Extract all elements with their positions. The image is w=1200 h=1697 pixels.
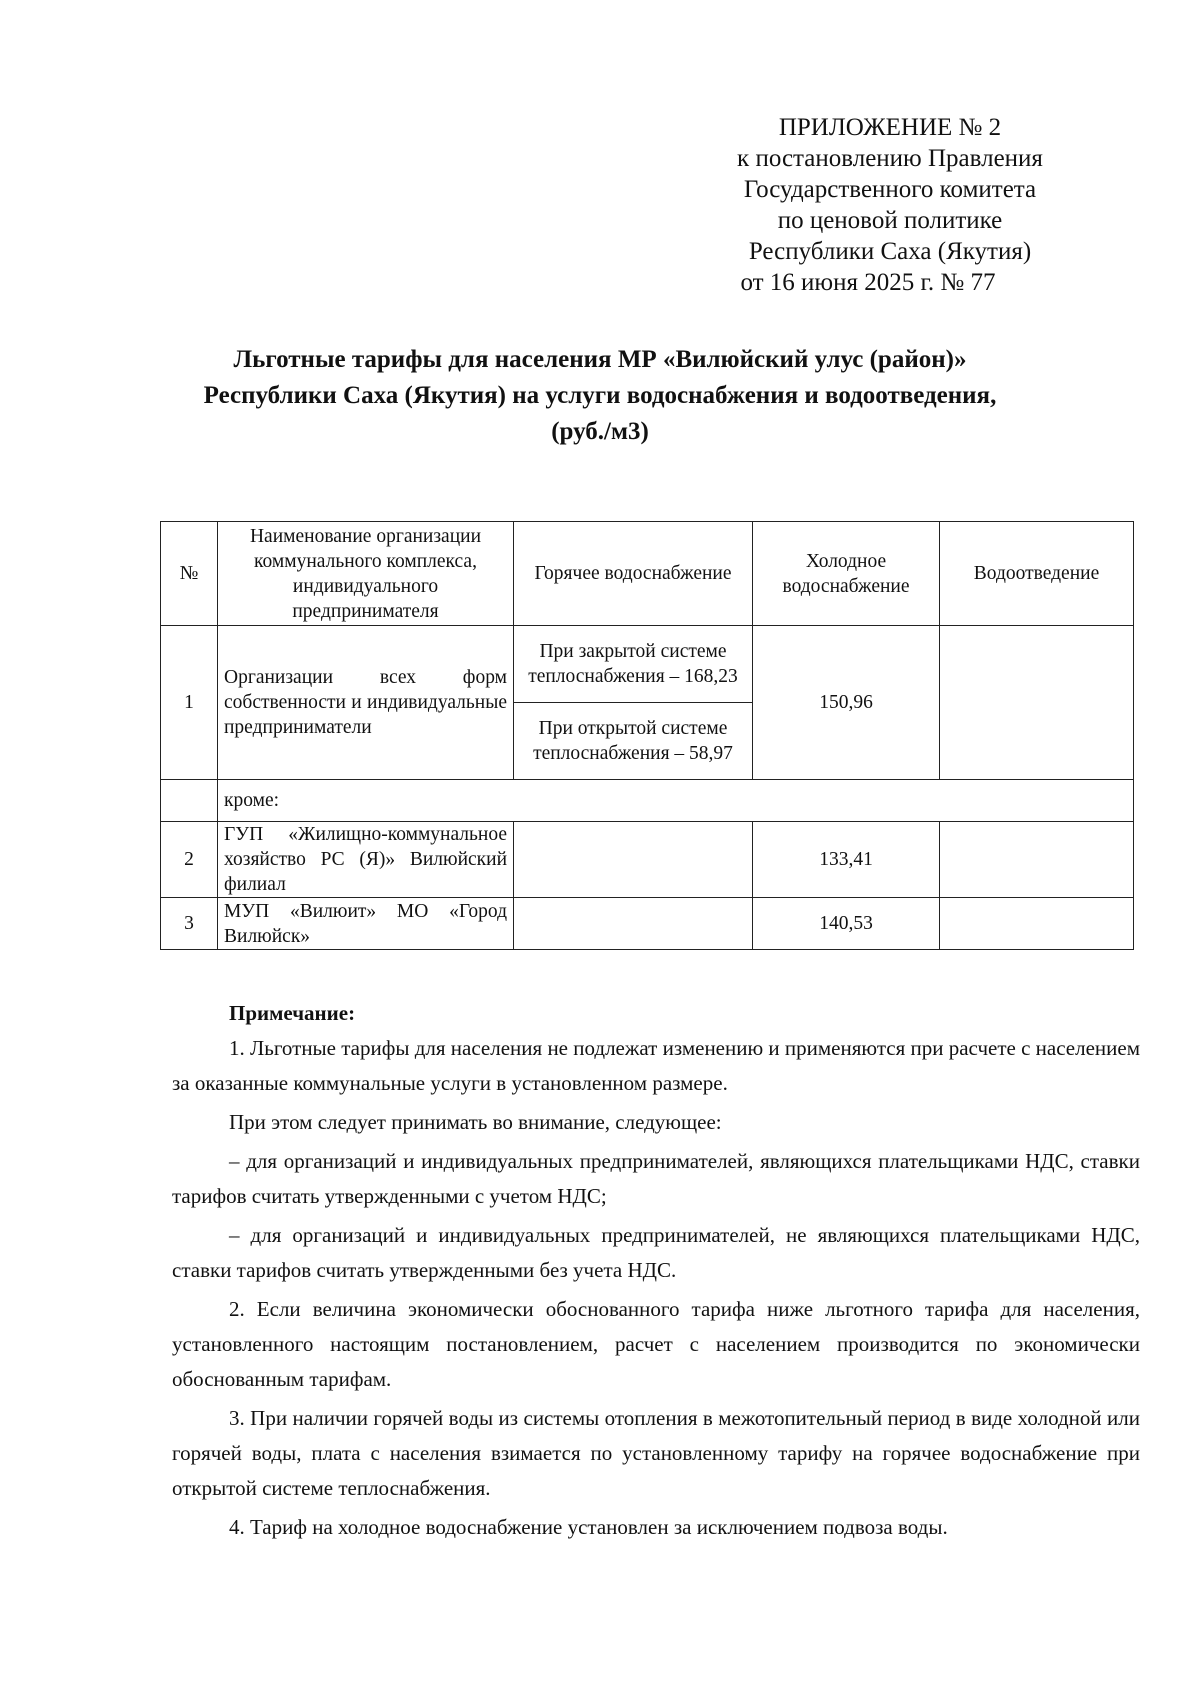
appendix-line: Республики Саха (Якутия) [748, 238, 1032, 265]
title-line: Республики Саха (Якутия) на услуги водоснабжения и водоотведения, [203, 382, 997, 409]
table-row [161, 626, 1134, 703]
table-header-row [161, 522, 1134, 626]
hot-water-value [514, 898, 753, 950]
cold-water-value: 133,41 [753, 822, 940, 898]
appendix-number: ПРИЛОЖЕНИЕ № 2 [778, 114, 1002, 141]
table-row [161, 822, 1134, 898]
header-hot-water: Горячее водоснабжение [514, 522, 753, 626]
hot-water-value [514, 822, 753, 898]
drainage-value [940, 898, 1134, 950]
notes-section [172, 996, 1140, 1549]
row-organization: ГУП «Жилищно-коммунальное хозяйство РС (Я)» Вилюйский филиал [218, 822, 514, 898]
row-organization: Организации всех форм собственности и индивидуальные предприниматели [218, 626, 514, 780]
appendix-line: Государственного комитета [743, 176, 1037, 203]
appendix-date: от 16 июня 2025 г. № 77 [740, 269, 996, 296]
hot-water-closed-system: При закрытой системе теплоснабжения – 168,23 [514, 626, 753, 703]
note-paragraph: 3. При наличии горячей воды из системы отопления в межотопительный период в виде холодной или горячей воды, плата с населения взимается по установленному тарифу на горячее водоснабжение при открытой системе теплоснабжения. [172, 1406, 1140, 1500]
cold-water-value: 150,96 [753, 626, 940, 780]
note-paragraph: – для организаций и индивидуальных предпринимателей, являющихся плательщиками НДС, ставки тарифов считать утвержденными с учетом НДС; [172, 1149, 1140, 1208]
drainage-value [940, 626, 1134, 780]
appendix-line: к постановлению Правления [737, 145, 1043, 172]
header-organization: Наименование организации коммунального комплекса, индивидуального предпринимателя [218, 522, 514, 626]
row-number: 1 [161, 626, 218, 780]
title-line: (руб./м3) [551, 418, 649, 445]
row-number: 3 [161, 898, 218, 950]
appendix-header [690, 112, 1090, 298]
note-paragraph: 1. Льготные тарифы для населения не подлежат изменению и применяются при расчете с населением за оказанные коммунальные услуги в установленном размере. [172, 1036, 1140, 1095]
row-number: 2 [161, 822, 218, 898]
drainage-value [940, 822, 1134, 898]
cold-water-value: 140,53 [753, 898, 940, 950]
title-line: Льготные тарифы для населения МР «Вилюйский улус (район)» [233, 346, 967, 373]
note-paragraph: 2. Если величина экономически обоснованного тарифа ниже льготного тарифа для населения, установленного настоящим постановлением, расчет с населением производится по экономически обоснованным тарифам. [172, 1297, 1140, 1391]
table-row [161, 898, 1134, 950]
except-label: кроме: [218, 780, 1134, 822]
notes-heading: Примечание: [229, 1001, 356, 1025]
note-paragraph: При этом следует принимать во внимание, следующее: [229, 1110, 722, 1134]
table-row-except [161, 780, 1134, 822]
row-organization: МУП «Вилюит» МО «Город Вилюйск» [218, 898, 514, 950]
note-paragraph: 4. Тариф на холодное водоснабжение установлен за исключением подвоза воды. [229, 1515, 948, 1539]
tariffs-table [160, 521, 1134, 950]
note-paragraph: – для организаций и индивидуальных предпринимателей, не являющихся плательщиками НДС, ставки тарифов считать утвержденными без учета НДС. [172, 1223, 1140, 1282]
row-number [161, 780, 218, 822]
document-title [120, 342, 1080, 450]
appendix-line: по ценовой политике [777, 207, 1003, 234]
header-cold-water: Холодное водоснабжение [753, 522, 940, 626]
header-drainage: Водоотведение [940, 522, 1134, 626]
header-number: № [161, 522, 218, 626]
hot-water-open-system: При открытой системе теплоснабжения – 58,97 [514, 703, 753, 780]
